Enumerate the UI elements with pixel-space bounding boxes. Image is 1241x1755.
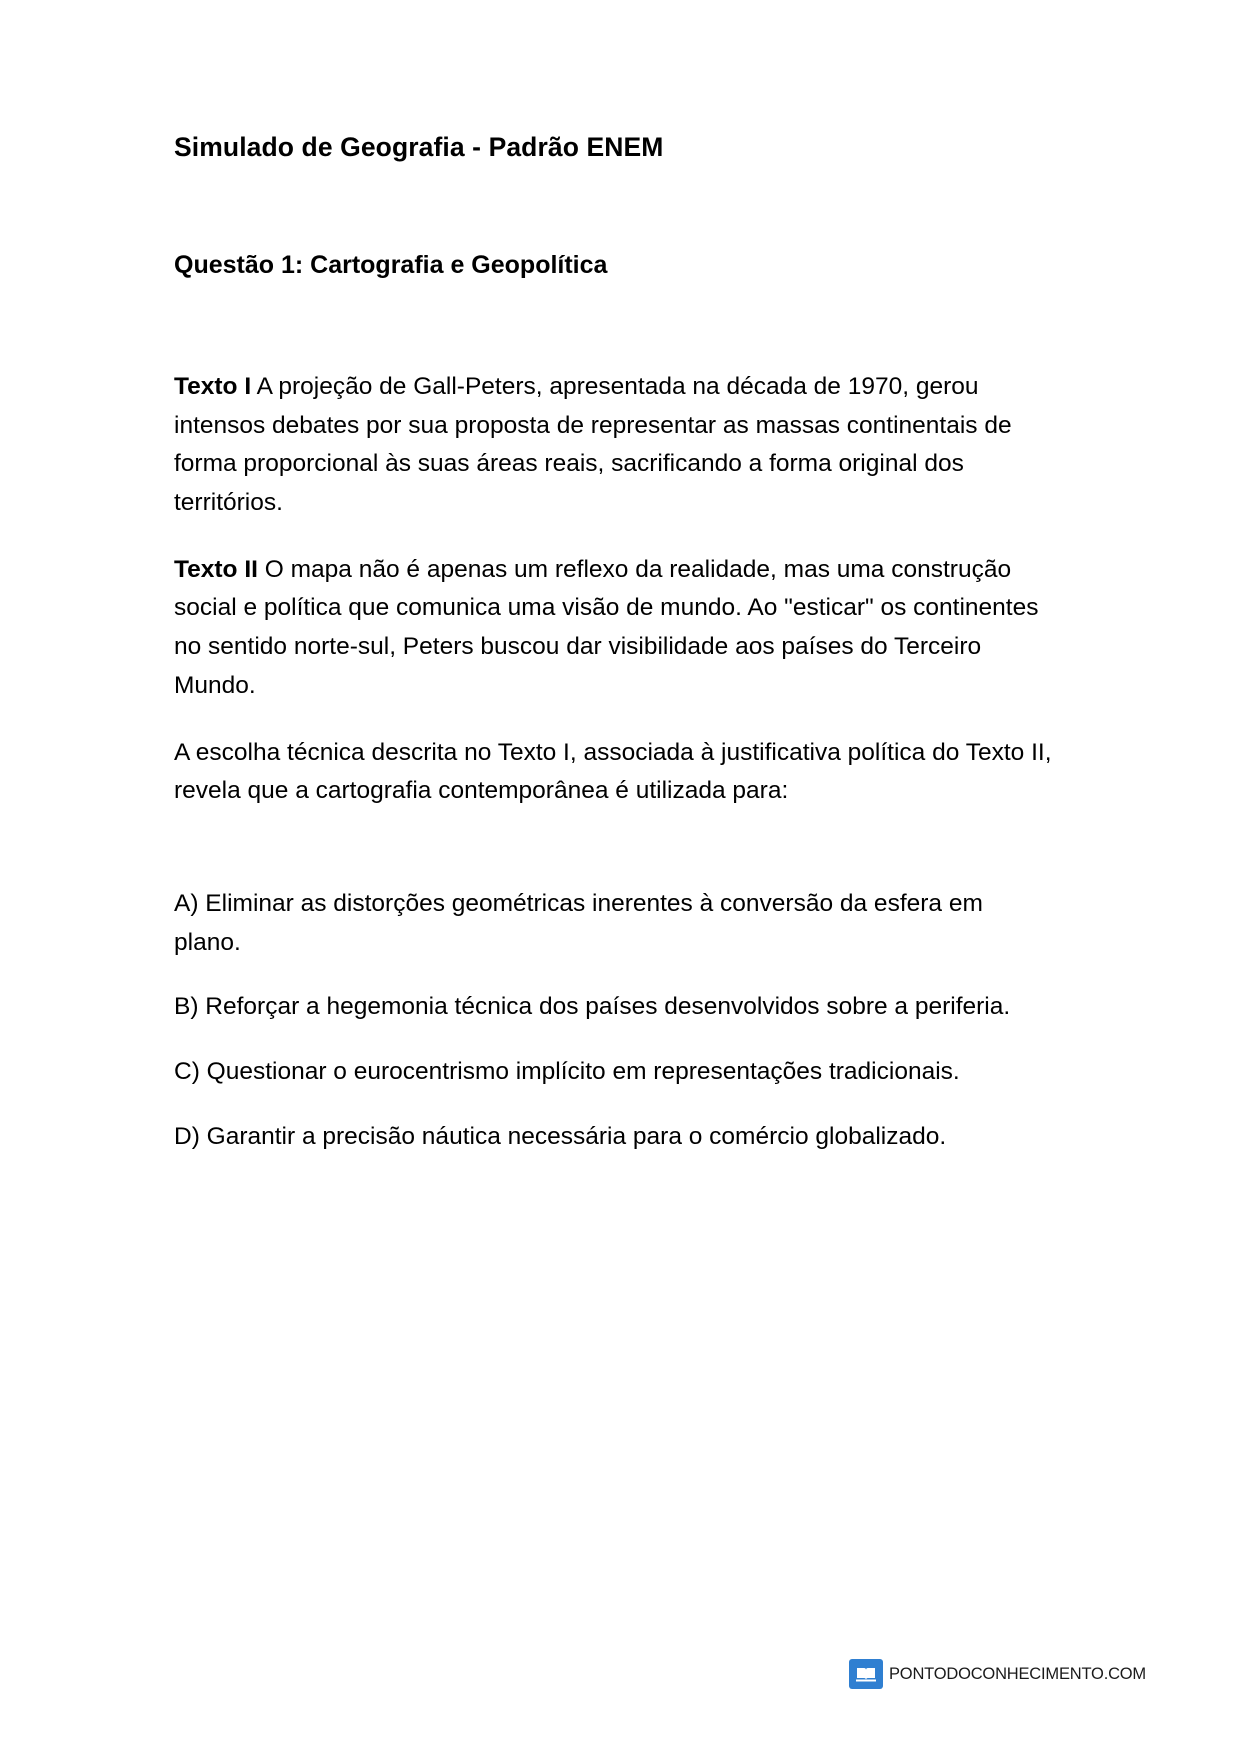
texto-i-body: A projeção de Gall-Peters, apresentada na década de 1970, gerou intensos debates por sua proposta de representar as massas continentais de forma proporcional às suas áreas reais, sacrificando a forma original dos territórios. xyxy=(174,372,1012,517)
book-icon xyxy=(849,1659,883,1689)
document-body xyxy=(174,130,1054,1156)
question-prompt: A escolha técnica descrita no Texto I, associada à justificativa política do Texto II, revela que a cartografia contemporânea é utilizada para: xyxy=(174,738,1052,805)
texto-i-label: Texto I xyxy=(174,372,252,400)
texto-ii-label: Texto II xyxy=(174,555,258,583)
page-title: Simulado de Geografia - Padrão ENEM xyxy=(174,132,664,162)
texto-i-paragraph xyxy=(174,368,1054,523)
watermark-text: PONTODOCONHECIMENTO.COM xyxy=(889,1664,1146,1683)
alternative-a[interactable]: A) Eliminar as distorções geométricas inerentes à conversão da esfera em plano. xyxy=(174,889,983,956)
alternative-d[interactable]: D) Garantir a precisão náutica necessária para o comércio globalizado. xyxy=(174,1122,947,1150)
texto-ii-paragraph xyxy=(174,551,1054,706)
question-heading: Questão 1: Cartografia e Geopolítica xyxy=(174,251,608,280)
watermark xyxy=(845,1655,1152,1693)
alternative-b[interactable]: B) Reforçar a hegemonia técnica dos países desenvolvidos sobre a periferia. xyxy=(174,993,1011,1021)
texto-ii-body: O mapa não é apenas um reflexo da realidade, mas uma construção social e política que comunica uma visão de mundo. Ao "esticar" os continentes no sentido norte-sul, Peters buscou dar visibilidade aos países do Terceiro Mundo. xyxy=(174,555,1039,699)
alternative-c[interactable]: C) Questionar o eurocentrismo implícito em representações tradicionais. xyxy=(174,1058,960,1086)
